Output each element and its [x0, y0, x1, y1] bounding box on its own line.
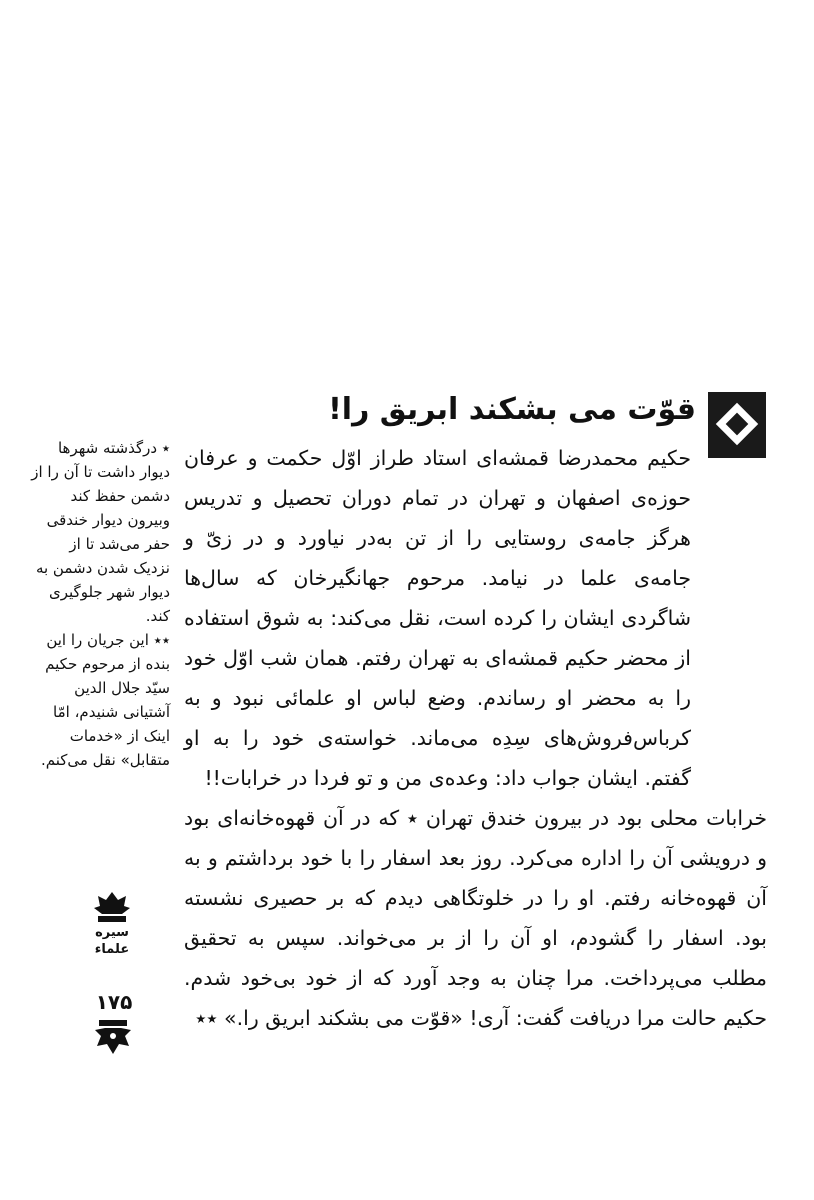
series-name: سیره علماء: [94, 925, 130, 957]
article-title: قوّت می بشکند ابریق را!: [328, 392, 696, 427]
flower-ornament-icon: [93, 1020, 133, 1056]
page-number: ۱۷۵: [95, 990, 133, 1014]
footnotes-column: [30, 436, 170, 772]
series-emblem: [90, 890, 134, 1000]
footnote-2: ٭٭ این جریان را این بنده از مرحوم حکیم سیّد جلال الدین آشتیانی شنیدم، امّا اینک از «خدمات متقابل» نقل می‌کنم.: [40, 631, 170, 769]
footnote-1: ٭ درگذشته شهرها دیوار داشت تا آن را از دشمن حفظ کند وبیرون دیوار خندقی حفر می‌شد تا از نزدیک شدن دشمن به دیوار شهر جلوگیری کند.: [31, 439, 170, 625]
bottom-ornament: [93, 1020, 133, 1060]
crown-ornament-icon: [92, 890, 132, 924]
paragraph-2: خرابات محلی بود در بیرون خندق تهران ٭ که در آن قهوه‌خانه‌ای بود و درویشی آن را اداره می‌کرد. روز بعد اسفار را با خود برداشتم و به آن قهوه‌خانه رفتم. او را در خلوتگاهی دیدم که بر حصیری نشسته بود. اسفار را گشودم، او آن را از بر می‌خواند. سپس به تحقیق مطلب می‌پرداخت. مرا چنان به وجد آورد که از خود بی‌خود شدم. حکیم حالت مرا دریافت گفت: آری! «قوّت می بشکند ابریق را.» ٭٭: [184, 806, 767, 1030]
article-body: [184, 438, 767, 1038]
paragraph-1: حکیم محمدرضا قمشه‌ای استاد طراز اوّل حکمت و عرفان حوزه‌ی اصفهان و تهران در تمام دوران تحصیل و تدریس هرگز جامه‌ی روستایی را از تن به‌در نیاورد و در زیّ و جامه‌ی علما در نیامد. مرحوم جهانگیرخان که سال‌ها شاگردی ایشان را کرده است، نقل می‌کند: به شوق استفاده از محضر حکیم قمشه‌ای به تهران رفتم. همان شب اوّل خود را به محضر او رساندم. وضع لباس او علمائی نبود و به کرباس‌فروش‌های سِدِه می‌ماند. خواسته‌ی خود را به او گفتم. ایشان جواب داد: وعده‌ی من و تو فردا در خرابات!!: [184, 446, 691, 790]
